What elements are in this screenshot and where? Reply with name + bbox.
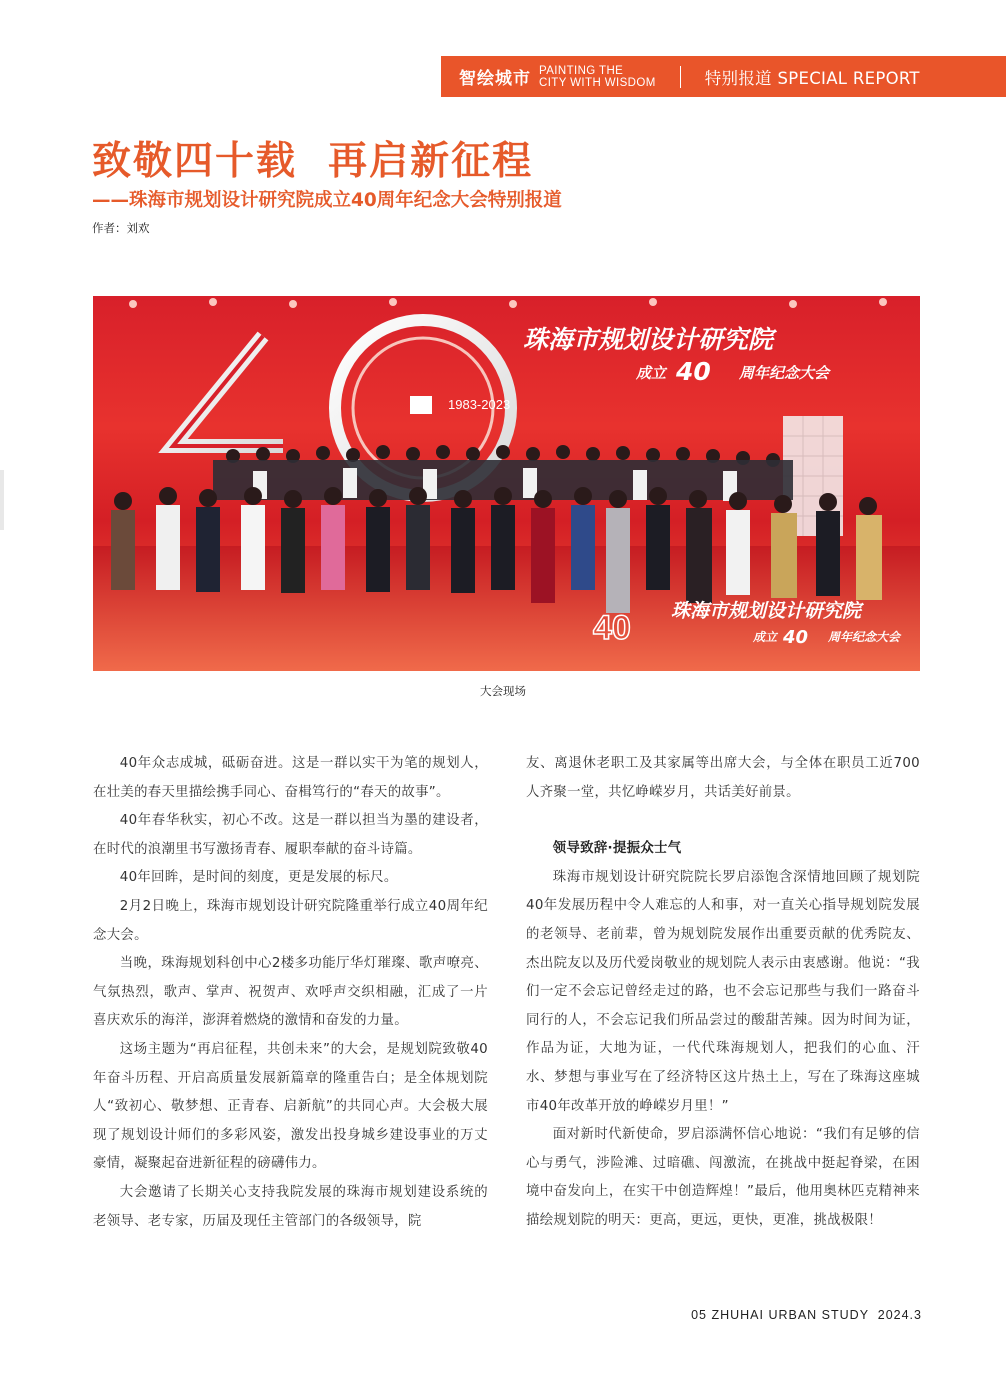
- floor-subtitle-a: 成立: [753, 630, 778, 644]
- institute-logo-icon: [410, 396, 432, 414]
- paragraph: 40年回眸，是时间的刻度，更是发展的标尺。: [119, 870, 398, 886]
- section-label: 特别报道 SPECIAL REPORT: [704, 68, 920, 88]
- paragraph: 珠海市规划设计研究院院长罗启添饱含深情地回顾了规划院40年发展历程中令人难忘的人和事，对一直关心指导规划院发展的老领导、老前辈，曾为规划院发展作出重要贡献的优秀院友、杰出院友以及历代爱岗敬业的规划院人表示由衷感谢。他说：“我们一定不会忘记曾经走过的路，也不会忘记那些与我们一路奋斗同行的人，不会忘记我们所品尝过的酸甜苦辣。因为时间为证，作品为证，大地为证，一代代珠海规划人，把我们的心血、汗水、梦想与事业写在了经济特区这片热土上，写在了珠海这座城市40年改革开放的峥嵘岁月里！”: [526, 869, 920, 1114]
- paragraph: 大会邀请了长期关心支持我院发展的珠海市规划建设系统的老领导、老专家，历届及现任主管部门的各级领导，院: [93, 1184, 488, 1229]
- brand-en-line2: CITY WITH WISDOM: [539, 76, 656, 89]
- floor-title: 珠海市规划设计研究院: [671, 600, 862, 622]
- brand-en-line1: PAINTING THE: [539, 64, 624, 77]
- brand-name-en: [539, 65, 656, 89]
- backdrop-subtitle-number: 40: [676, 357, 711, 386]
- paragraph-continuation: 友、离退休老职工及其家属等出席大会，与全体在职员工近700人齐聚一堂，共忆峥嵘岁月，共话美好前景。: [526, 756, 920, 800]
- section-heading: 领导致辞·提振众士气: [552, 841, 682, 857]
- paragraph: 面对新时代新使命，罗启添满怀信心地说：“我们有足够的信心与勇气，涉险滩、过暗礁、闯激流，在挑战中挺起脊梁，在困境中奋发向上，在实干中创造辉煌！”最后，他用奥林匹克精神来描绘规划院的明天：更高，更远，更快，更准，挑战极限！: [526, 1127, 920, 1228]
- paragraph: 40年众志成城，砥砺奋进。这是一群以实干为笔的规划人，在壮美的春天里描绘携手同心、奋楫笃行的“春天的故事”。: [93, 756, 488, 800]
- floor-subtitle-b: 周年纪念大会: [828, 630, 901, 644]
- floor-logo-number: 40: [593, 609, 631, 647]
- article-author: 作者：刘欢: [92, 221, 150, 235]
- floor-subtitle-number: 40: [783, 627, 809, 648]
- backdrop-title: 珠海市规划设计研究院: [523, 325, 774, 354]
- body-column-left: [93, 750, 488, 1236]
- article-title: 致敬四十载 再启新征程: [92, 139, 534, 184]
- article-subtitle: ——珠海市规划设计研究院成立40周年纪念大会特别报道: [92, 190, 562, 211]
- event-photo-illustration: [93, 296, 920, 671]
- event-photo: [93, 296, 920, 671]
- stage-lights: [129, 298, 887, 308]
- logo-years: 1983-2023: [448, 397, 511, 412]
- body-column-right: [526, 750, 920, 1236]
- page-edge-mark: [0, 470, 4, 530]
- backdrop-subtitle-a: 成立: [636, 364, 667, 382]
- paragraph: 这场主题为“再启征程，共创未来”的大会，是规划院致敬40年奋斗历程、开启高质量发展新篇章的隆重告白；是全体规划院人“致初心、敬梦想、正青春、启新航”的共同心声。大会极大展现了规划设计师们的多彩风姿，激发出投身城乡建设事业的万丈豪情，凝聚起奋进新征程的磅礴伟力。: [93, 1041, 488, 1172]
- paragraph: 当晚，珠海规划科创中心2楼多功能厅华灯璀璨、歌声嘹亮、气氛热烈，歌声、掌声、祝贺声、欢呼声交织相融，汇成了一片喜庆欢乐的海洋，澎湃着燃烧的激情和奋发的力量。: [93, 956, 488, 1029]
- header-divider: [680, 66, 681, 88]
- backdrop-subtitle-b: 周年纪念大会: [739, 364, 830, 382]
- header-band: [441, 56, 1006, 97]
- photo-caption: 大会现场: [480, 684, 526, 698]
- brand-name-cn: 智绘城市: [459, 69, 531, 89]
- page-footer: 05 ZHUHAI URBAN STUDY 2024.3: [691, 1308, 922, 1322]
- paragraph: 40年春华秋实，初心不改。这是一群以担当为墨的建设者，在时代的浪潮里书写激扬青春、履职奉献的奋斗诗篇。: [93, 813, 488, 857]
- paragraph: 2月2日晚上，珠海市规划设计研究院隆重举行成立40周年纪念大会。: [93, 898, 488, 943]
